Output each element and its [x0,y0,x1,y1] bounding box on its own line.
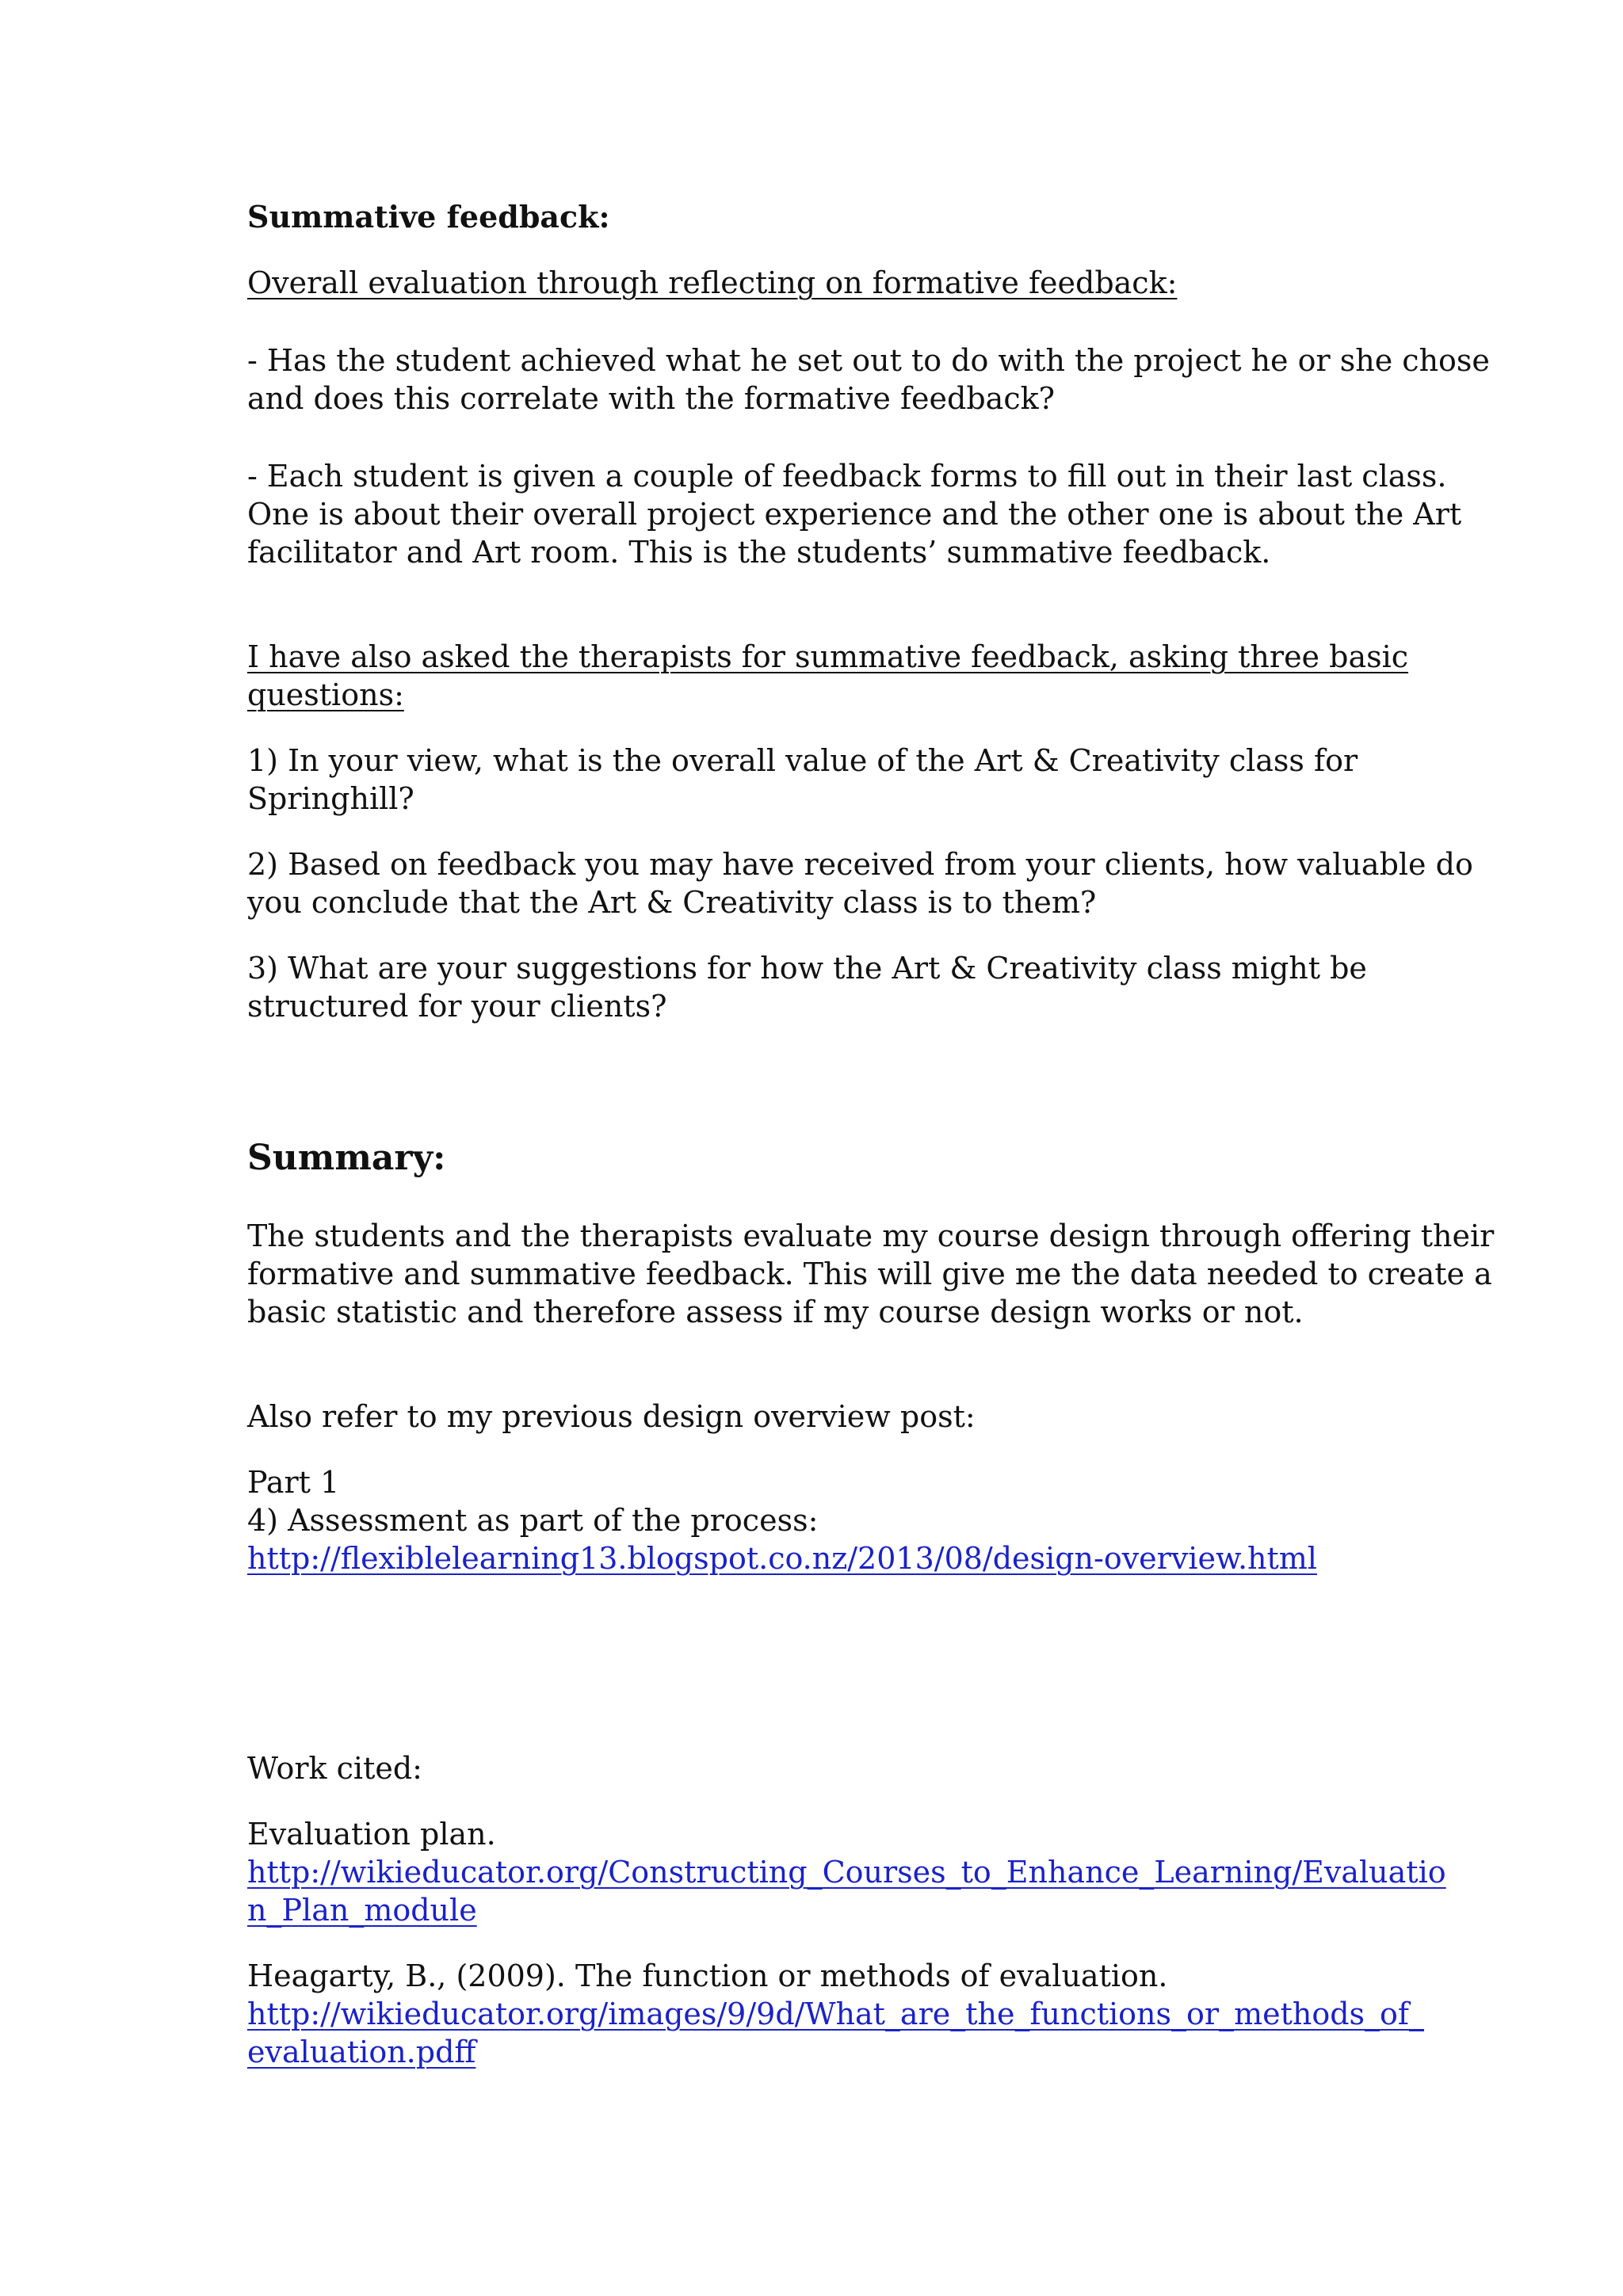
citation-1-link-line1[interactable]: http://wikieducator.org/Constructing_Courses_to_Enhance_Learning/Evaluatio [247,1855,1446,1890]
point1-line1: - Has the student achieved what he set out to do with the project he or she chose [247,343,1490,378]
summative-heading: Summative feedback: [247,199,610,235]
question-1-line2: Springhill? [247,781,414,816]
citation-2-link-line2[interactable]: evaluation.pdff [247,2035,476,2069]
design-overview-link[interactable]: http://flexiblelearning13.blogspot.co.nz/2013/08/design-overview.html [247,1541,1317,1576]
citation-2-title: Heagarty, B., (2009). The function or methods of evaluation. [247,1958,1168,1993]
question-2-line1: 2) Based on feedback you may have received from your clients, how valuable do [247,847,1473,882]
question-3-line2: structured for your clients? [247,989,667,1024]
summary-line1: The students and the therapists evaluate my course design through offering their [247,1219,1495,1253]
point2-line3: facilitator and Art room. This is the students’ summative feedback. [247,535,1271,570]
therapists-intro-line1: I have also asked the therapists for summative feedback, asking three basic [247,639,1409,674]
refer-text: Also refer to my previous design overview post: [247,1399,976,1434]
question-2-line2: you conclude that the Art & Creativity class is to them? [247,885,1097,920]
part-label: Part 1 [247,1465,340,1500]
summary-heading: Summary: [247,1138,446,1178]
assessment-label: 4) Assessment as part of the process: [247,1503,819,1538]
point1-line2: and does this correlate with the formative feedback? [247,381,1056,416]
citation-2-link-line1[interactable]: http://wikieducator.org/images/9/9d/What_are_the_functions_or_methods_of_ [247,1997,1424,2031]
citation-1-title: Evaluation plan. [247,1817,496,1852]
summary-line3: basic statistic and therefore assess if my course design works or not. [247,1295,1304,1329]
therapists-intro-line2: questions: [247,677,404,712]
point2-line2: One is about their overall project experience and the other one is about the Art [247,497,1462,532]
works-cited-heading: Work cited: [247,1751,422,1786]
question-1-line1: 1) In your view, what is the overall value of the Art & Creativity class for [247,743,1358,778]
summative-subheading: Overall evaluation through reflecting on formative feedback: [247,265,1178,300]
question-3-line1: 3) What are your suggestions for how the Art & Creativity class might be [247,951,1367,986]
point2-line1: - Each student is given a couple of feedback forms to fill out in their last class. [247,459,1447,494]
summary-line2: formative and summative feedback. This will give me the data needed to create a [247,1257,1492,1291]
citation-1-link-line2[interactable]: n_Plan_module [247,1893,477,1928]
